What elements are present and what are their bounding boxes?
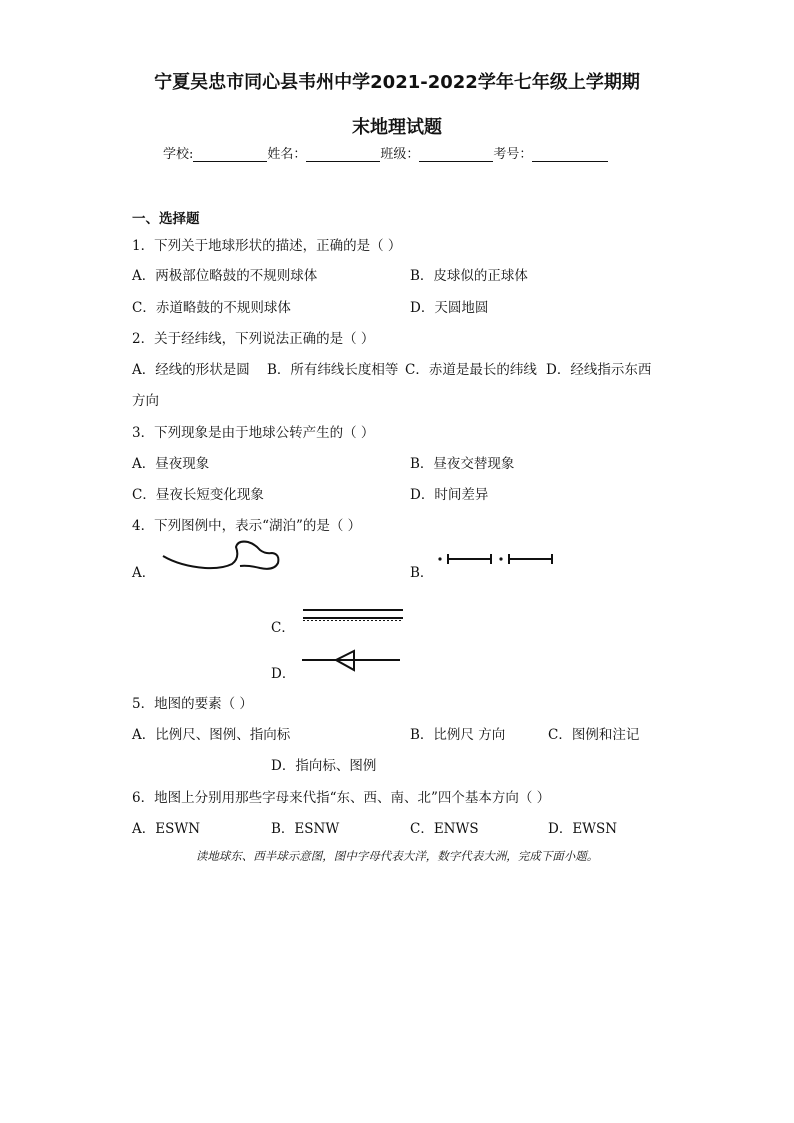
section-title: 一、选择题 — [132, 211, 200, 227]
arrow-flow-symbol-icon — [302, 648, 402, 674]
school-blank[interactable] — [193, 147, 267, 162]
q5-option-b[interactable]: B．比例尺 方向 — [410, 727, 506, 743]
q6-stem: 6．地图上分别用那些字母来代指“东、西、南、北”四个基本方向（ ） — [132, 790, 551, 806]
exam-title-line2: 末地理试题 — [352, 117, 442, 138]
exam-title-line1: 宁夏吴忠市同心县韦州中学2021-2022学年七年级上学期期 — [154, 72, 640, 93]
name-label: 姓名： — [267, 147, 307, 162]
q2-option-d-continued: 方向 — [132, 393, 159, 409]
boundary-line-symbol-icon — [436, 552, 556, 566]
q4-option-d[interactable]: D． — [271, 666, 296, 682]
q5-option-c[interactable]: C．图例和注记 — [548, 727, 640, 743]
q3-option-b[interactable]: B．昼夜交替现象 — [410, 456, 515, 472]
q6-option-b[interactable]: B．ESNW — [271, 821, 340, 837]
q1-option-a[interactable]: A．两极部位略鼓的不规则球体 — [132, 268, 318, 284]
q4-option-b[interactable]: B． — [410, 565, 434, 581]
q4-stem: 4．下列图例中，表示“湖泊”的是（ ） — [132, 518, 362, 534]
class-blank[interactable] — [419, 147, 493, 162]
student-info-row — [163, 143, 608, 162]
q1-option-b[interactable]: B．皮球似的正球体 — [410, 268, 528, 284]
q6-option-c[interactable]: C．ENWS — [410, 821, 479, 837]
q2-option-a[interactable]: A．经线的形状是圆 — [132, 362, 250, 378]
q2-option-d[interactable]: D．经线指示东西 — [546, 362, 652, 378]
q2-option-c[interactable]: C．赤道是最长的纬线 — [405, 362, 537, 378]
q6-option-a[interactable]: A．ESWN — [132, 821, 201, 837]
class-label: 班级： — [380, 147, 420, 162]
reading-instruction: 读地球东、西半球示意图，图中字母代表大洋，数字代表大洲，完成下面小题。 — [195, 849, 599, 863]
id-blank[interactable] — [532, 147, 608, 162]
q4-option-c[interactable]: C． — [271, 620, 295, 636]
q1-stem: 1．下列关于地球形状的描述，正确的是（ ） — [132, 238, 402, 254]
q4-option-a[interactable]: A． — [132, 565, 156, 581]
railway-symbol-icon — [302, 607, 404, 623]
school-label: 学校: — [163, 147, 194, 162]
q5-stem: 5．地图的要素（ ） — [132, 696, 253, 712]
q5-option-a[interactable]: A．比例尺、图例、指向标 — [132, 727, 291, 743]
q1-option-c[interactable]: C．赤道略鼓的不规则球体 — [132, 300, 291, 316]
q3-option-d[interactable]: D．时间差异 — [410, 487, 489, 503]
river-lake-symbol-icon — [160, 538, 285, 574]
q2-stem: 2．关于经纬线，下列说法正确的是（ ） — [132, 331, 375, 347]
q2-option-b[interactable]: B．所有纬线长度相等 — [267, 362, 399, 378]
id-label: 考号： — [493, 147, 533, 162]
q1-option-d[interactable]: D．天圆地圆 — [410, 300, 489, 316]
q3-option-a[interactable]: A．昼夜现象 — [132, 456, 210, 472]
q3-stem: 3．下列现象是由于地球公转产生的（ ） — [132, 425, 375, 441]
name-blank[interactable] — [306, 147, 380, 162]
q6-option-d[interactable]: D．EWSN — [548, 821, 618, 837]
q5-option-d[interactable]: D．指向标、图例 — [271, 758, 377, 774]
q3-option-c[interactable]: C．昼夜长短变化现象 — [132, 487, 264, 503]
